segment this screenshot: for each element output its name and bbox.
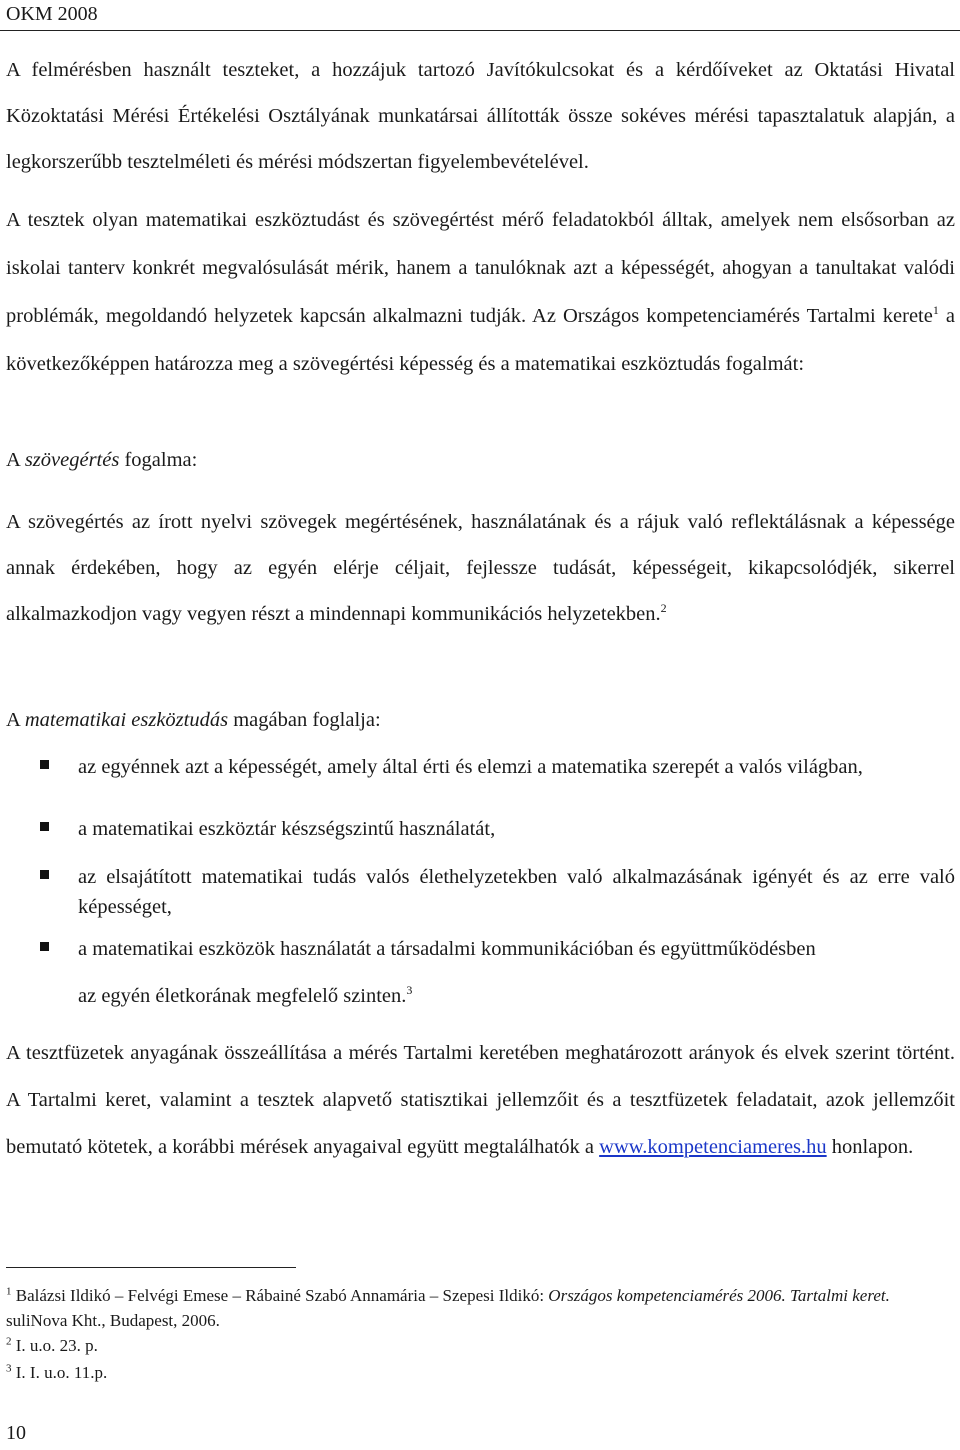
paragraph-intro: A felmérésben használt teszteket, a hozzájuk tartozó Javítókulcsokat és a kérdőíveket az Oktatási Hivatal Közoktatási Mérési Értékelési Osztályának munkatársai állították össze sokéves mérési tapasztalatuk alapján, a legkorszerűbb tesztelméleti és mérési módszertan figyelembevételével. [6,59,955,173]
footnote-ref-1: 1 [932,303,939,318]
list-item-text-cont [78,981,955,1011]
list-item-text: az egyénnek azt a képességét, amely által érti és elemzi a matematika szerepét a valós világban, [78,756,863,778]
paragraph-tests-text-cont: a következőképpen határozza meg a szövegértési képesség és a matematikai eszköztudás fogalmát: [6,305,955,375]
footnote-title: Országos kompetenciamérés 2006. Tartalmi keret. [548,1286,890,1305]
list-item [6,814,955,844]
list-item-text-end: az egyén életkorának megfelelő szinten. [78,985,407,1007]
list-item-text: a matematikai eszközök használatát a társadalmi kommunikációban és együttműködésben [78,938,816,960]
square-bullet-icon [40,870,49,879]
footnote-1 [6,1283,955,1333]
definition-text: A szövegértés az írott nyelvi szövegek megértésének, használatának és a rájuk való reflektálásnak a képessége annak érdekében, hogy az egyén elérje céljait, fejlessze tudását, képességeit, kikapcsolódjék, sikerrel alkalmazkodjon vagy vegyen részt a mindennapi kommunikációs helyzetekben. [6,511,955,625]
square-bullet-icon [40,822,49,831]
footnote-number: 3 [6,1362,12,1375]
footnote-2 [6,1333,955,1358]
page-number: 10 [6,1422,26,1444]
heading-term: matematikai eszköztudás [24,709,229,731]
heading-math-literacy [6,697,955,743]
footnote-number: 1 [6,1285,12,1298]
heading-text-b: fogalma: [119,449,198,471]
list-item [6,934,955,1011]
footnote-ref-3: 3 [406,983,413,998]
heading-text-a: A [6,709,25,731]
heading-reading-comprehension [6,437,955,483]
footnote-rule [6,1267,296,1268]
footnote-number: 2 [6,1335,12,1348]
paragraph-booklets-text-end: honlapon. [826,1136,914,1158]
paragraph-booklets [6,1030,955,1171]
footnote-ref-2: 2 [660,601,667,616]
footnote-text: Balázsi Ildikó – Felvégi Emese – Rábainé Szabó Annamária – Szepesi Ildikó: [11,1286,549,1305]
heading-term: szövegértés [24,449,120,471]
list-item [6,752,955,782]
footnote-text: I. I. u.o. 11.p. [11,1363,108,1382]
paragraph-tests [6,196,955,388]
list-item-text: az elsajátított matematikai tudás valós élethelyzetekben való alkalmazásának igényét és az erre való képességet, [78,866,955,918]
paragraph-booklets-text: A tesztfüzetek anyagának összeállítása a mérés Tartalmi keretében meghatározott arányok és elvek szerint történt. A Tartalmi keret, valamint a tesztek alapvető statisztikai jellemzőit és a tesztfüzetek feladatait, azok jellemzőit bemutató kötetek, a korábbi mérések anyagaival együtt megtalálhatók a [6,1042,955,1158]
footnote-3 [6,1360,955,1385]
kompetenciameres-link[interactable]: www.kompetenciameres.hu [599,1136,827,1158]
list-item [6,862,955,922]
heading-text-b: magában foglalja: [228,709,381,731]
footnote-text-end: suliNova Kht., Budapest, 2006. [6,1311,220,1330]
square-bullet-icon [40,760,49,769]
list-item-text: a matematikai eszköztár készségszintű használatát, [78,818,496,840]
paragraph-tests-text: A tesztek olyan matematikai eszköztudást és szövegértést mérő feladatokból álltak, amelyek nem elsősorban az iskolai tanterv konkrét megvalósulását mérik, hanem a tanulóknak azt a képességét, ahogyan a tanultakat valódi problémák, megoldandó helyzetek kapcsán alkalmazni tudják. Az Országos kompetenciamérés Tartalmi kerete [6,209,955,327]
paragraph-reading-definition [6,499,955,637]
heading-text-a: A [6,449,25,471]
footnote-text: I. u.o. 23. p. [11,1336,98,1355]
header-rule [0,30,960,31]
square-bullet-icon [40,942,49,951]
running-header: OKM 2008 [6,3,98,25]
